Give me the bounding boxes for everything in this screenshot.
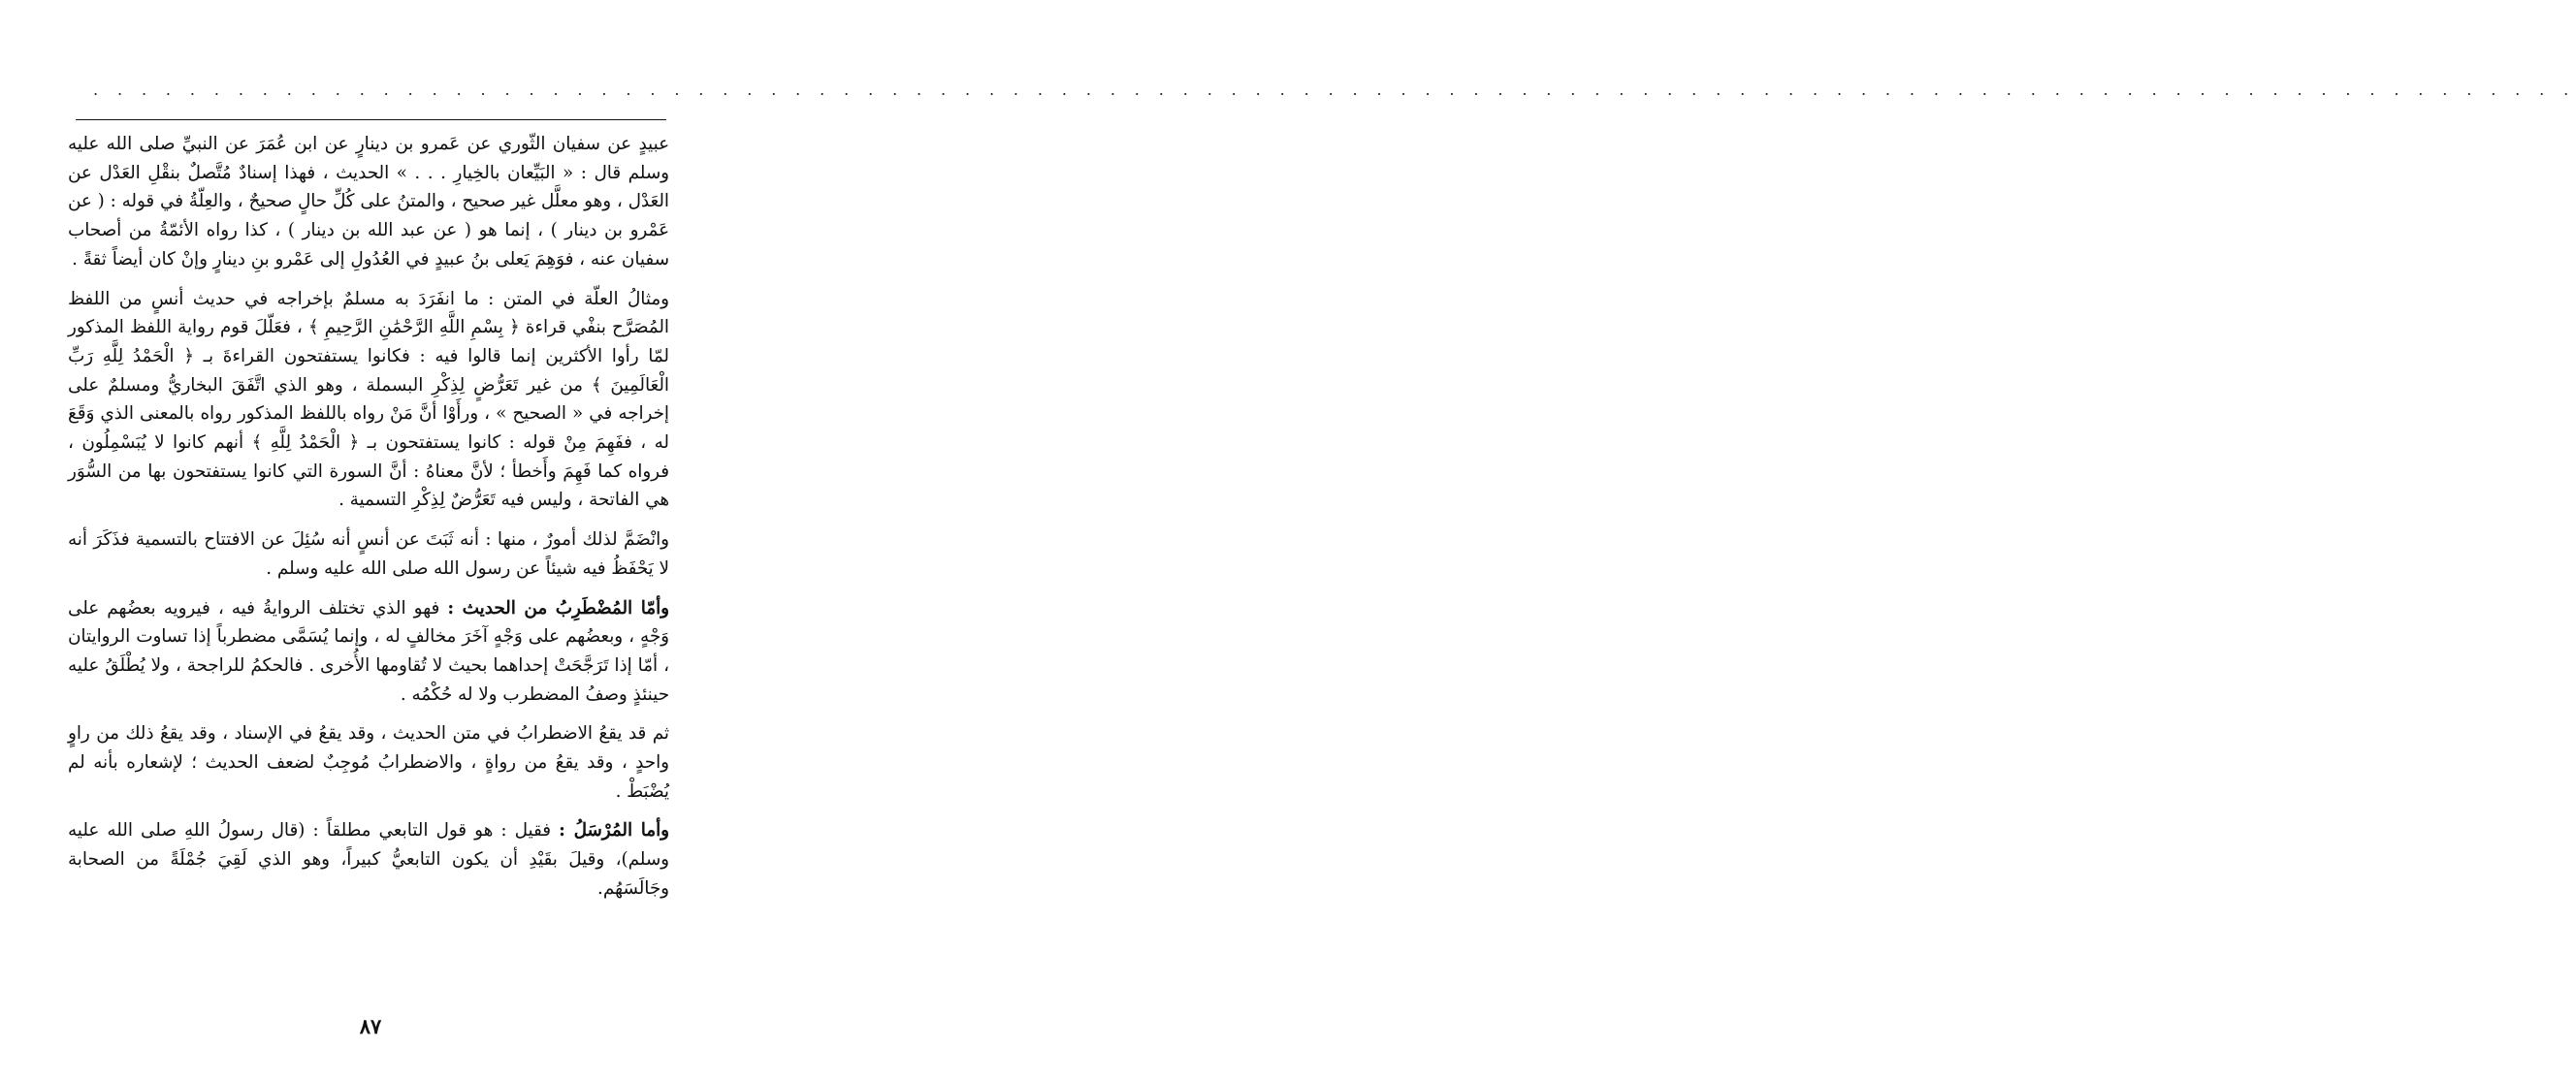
paragraph-text: عبيدٍ عن سفيان الثّوري عن عَمرو بن دينارٍ عن ابن عُمَرَ عن النبيِّ صلى الله عليه وسلم قال : « البَيِّعان بالخِيارِ . . . » الحديث ، فهذا إسنادٌ مُتَّصلٌ بنقْلِ العَدْل عن العَدْل ، وهو معلَّل غير صحيح ، والمتنُ على كُلِّ حالٍ صحيحٌ ، والعِلّةُ في قوله : ( عن عَمْرو بن دينار ) ، إنما هو ( عن عبد الله بن دينار ) ، كذا رواه الأئمّةُ من أصحاب سفيان عنه ، فوَهِمَ يَعلى بنُ عبيدٍ في العُدُولِ إلى عَمْرو بنِ دينارٍ وإنْ كان أيضاً ثقةً . — [68, 134, 669, 270]
paragraph-2 — [68, 285, 669, 516]
body-text — [68, 130, 669, 914]
paragraph-4 — [68, 594, 669, 710]
paragraph-1 — [68, 130, 669, 274]
header-rule — [76, 119, 666, 120]
paragraph-text: وانْضَمَّ لذلك أمورٌ ، منها : أنه ثَبَتَ عن أنسٍ أنه سُئِلَ عن الافتتاح بالتسمية فذَكَرَ أنه لا يَحْفَظُ فيه شيئاً عن رسول الله صلى الله عليه وسلم . — [68, 529, 669, 579]
paragraph-5 — [68, 719, 669, 806]
header-dotted-line: . . . . . . . . . . . . . . . . . . . . . . . . . . . . . . . . . . . . . . . . . . . . . . . . . . . . . . . . . . . . . . . . . . . . . . . . . . . . . . . . . . . . . . . . . . . . . . . . . . . . . . . — [93, 80, 2576, 99]
paragraph-text: ومثالُ العلّة في المتن : ما انفَرَدَ به مسلمٌ بإخراجه في حديث أنسٍ من اللفظ المُصَرَّح بنفْي قراءة ﴿ بِسْمِ اللَّهِ الرَّحْمَٰنِ الرَّحِيمِ ﴾ ، فعَلّلَ قوم رواية اللفظ المذكور لمّا رأوا الأكثرين إنما قالوا فيه : فكانوا يستفتحون القراءةَ بـ ﴿ الْحَمْدُ لِلَّهِ رَبِّ الْعَالَمِينَ ﴾ من غير تَعَرُّضٍ لِذِكْرِ البسملة ، وهو الذي اتَّفَقَ البخاريُّ ومسلمٌ على إخراجه في « الصحيح » ، ورأَوْا أنَّ مَنْ رواه باللفظ المذكور رواه بالمعنى الذي وَقَعَ له ، ففَهِمَ مِنْ قوله : كانوا يستفتحون بـ ﴿ الْحَمْدُ لِلَّهِ ﴾ أنهم كانوا لا يُبَسْمِلُون ، فرواه كما فَهِمَ وأَخطأ ؛ لأنَّ معناهُ : أنَّ السورة التي كانوا يستفتحون بها من السُّوَر هي الفاتحة ، وليس فيه تَعَرُّضٌ لِذِكْرِ التسمية . — [68, 288, 669, 511]
paragraph-6 — [68, 816, 669, 903]
section-lead: وأما المُرْسَلُ : — [559, 820, 670, 842]
section-lead: وأمّا المُضْطَرِبُ من الحديث : — [447, 597, 669, 619]
paragraph-text: فقيل : هو قول التابعي مطلقاً : (قال رسولُ اللهِ صلى الله عليه وسلم)، وقيلَ بقَيْدِ أن يكون التابعيُّ كبيراً، وهو الذي لَقِيَ جُمْلَةً من الصحابة وجَالَسَهُم. — [68, 820, 669, 899]
paragraph-3 — [68, 525, 669, 583]
paragraph-text: ثم قد يقعُ الاضطرابُ في متن الحديث ، وقد يقعُ في الإسناد ، وقد يقعُ ذلك من راوٍ واحدٍ ، وقد يقعُ من رواةٍ ، والاضطرابُ مُوجِبٌ لضعف الحديث ؛ لإشعاره بأنه لم يُضْبَطْ . — [68, 723, 669, 802]
page-number: ٨٧ — [359, 1014, 382, 1038]
paragraph-text: فهو الذي تختلف الروايةُ فيه ، فيرويه بعضُهم على وَجْهٍ ، وبعضُهم على وَجْهٍ آخَرَ مخالفٍ له ، وإنما يُسَمَّى مضطرباً إذا تساوت الروايتان ، أمّا إذا تَرَجَّحَتْ إحداهما بحيث لا تُقاومها الأُخرى . فالحكمُ للراجحة ، ولا يُطْلَقُ عليه حينئذٍ وصفُ المضطرب ولا له حُكْمُه . — [68, 597, 669, 705]
